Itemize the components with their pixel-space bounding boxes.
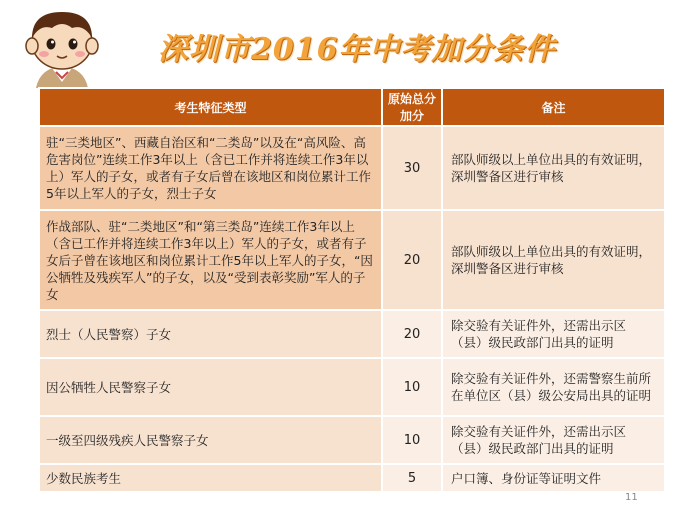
remarks-cell: 除交验有关证件外，还需出示区（县）级民政部门出具的证明	[442, 310, 665, 358]
bonus-points-cell: 5	[382, 464, 442, 492]
bonus-points-cell: 10	[382, 416, 442, 464]
candidate-type-cell: 因公牺牲人民警察子女	[39, 358, 382, 416]
remarks-cell: 部队师级以上单位出具的有效证明，深圳警备区进行审核	[442, 210, 665, 310]
remarks-cell: 除交验有关证件外，还需警察生前所在单位区（县）级公安局出具的证明	[442, 358, 665, 416]
header-remarks: 备注	[442, 88, 665, 126]
remarks-cell: 部队师级以上单位出具的有效证明，深圳警备区进行审核	[442, 126, 665, 210]
bonus-points-cell: 10	[382, 358, 442, 416]
bonus-points-cell: 20	[382, 210, 442, 310]
table-row	[39, 358, 665, 416]
page-number: 11	[625, 492, 638, 503]
bonus-points-cell: 30	[382, 126, 442, 210]
table-row	[39, 210, 665, 310]
header-bonus-points: 原始总分加分	[382, 88, 442, 126]
table-header-row	[39, 88, 665, 126]
remarks-cell: 户口簿、身份证等证明文件	[442, 464, 665, 492]
candidate-type-cell: 驻“三类地区”、西藏自治区和“二类岛”以及在“高风险、高危害岗位”连续工作3年以上（含已工作并将连续工作3年以上）军人的子女，或者有子女后曾在该地区和岗位累计工作5年以上军人的子女，烈士子女	[39, 126, 382, 210]
bonus-points-cell: 20	[382, 310, 442, 358]
remarks-cell: 除交验有关证件外，还需出示区（县）级民政部门出具的证明	[442, 416, 665, 464]
bonus-conditions-table	[38, 87, 666, 493]
cartoon-boy-icon	[6, 2, 118, 88]
table-row	[39, 416, 665, 464]
candidate-type-cell: 一级至四级残疾人民警察子女	[39, 416, 382, 464]
page-title: 深圳市2016年中考加分条件	[158, 32, 556, 67]
candidate-type-cell: 少数民族考生	[39, 464, 382, 492]
candidate-type-cell: 作战部队、驻“二类地区”和“第三类岛”连续工作3年以上（含已工作并将连续工作3年以上）军人的子女，或者有子女后子曾在该地区和岗位累计工作5年以上军人的子女，“因公牺牲及残疾军人”的子女，以及“受到表彰奖励”军人的子女	[39, 210, 382, 310]
table-row	[39, 464, 665, 492]
table-row	[39, 126, 665, 210]
candidate-type-cell: 烈士（人民警察）子女	[39, 310, 382, 358]
header-candidate-type: 考生特征类型	[39, 88, 382, 126]
table-row	[39, 310, 665, 358]
